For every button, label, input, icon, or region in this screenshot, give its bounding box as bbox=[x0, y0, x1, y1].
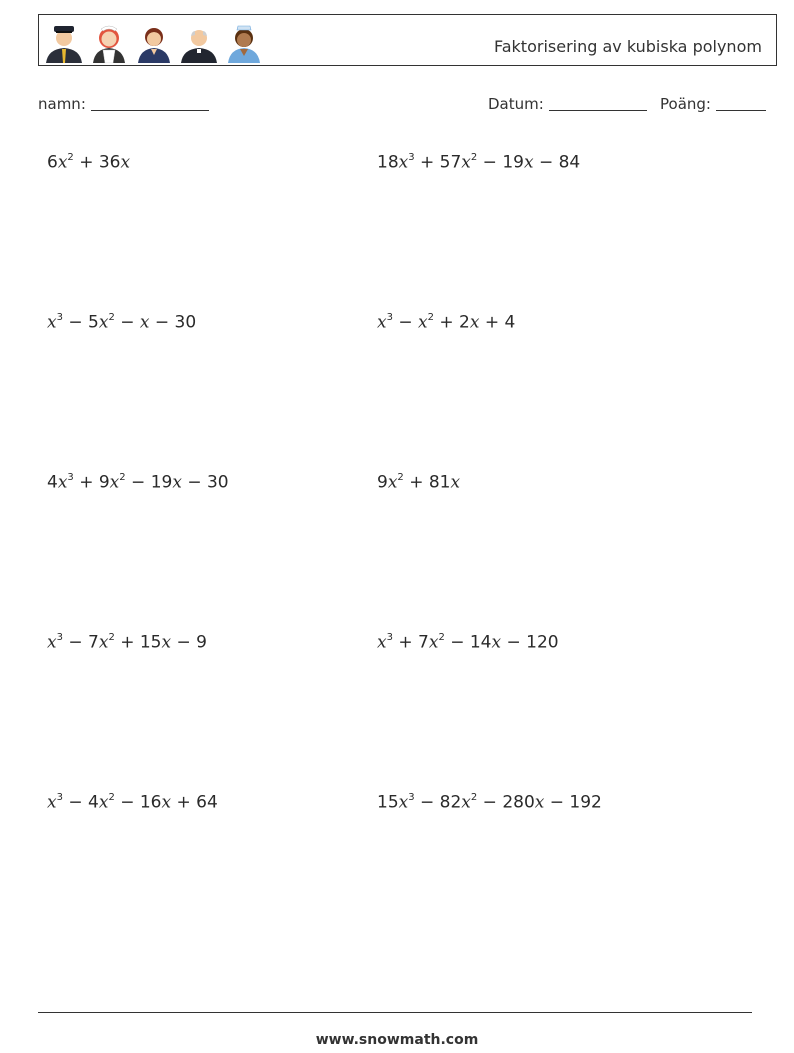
term-text: + 81 bbox=[403, 472, 451, 493]
name-field bbox=[38, 95, 209, 113]
exponent: 2 bbox=[427, 312, 434, 323]
exponent: 2 bbox=[119, 472, 126, 483]
variable: x bbox=[387, 472, 398, 493]
problem-6 bbox=[377, 474, 460, 492]
variable: x bbox=[461, 152, 471, 173]
priest-icon bbox=[179, 19, 219, 63]
term-text: + 2 bbox=[434, 312, 470, 333]
variable: x bbox=[120, 152, 131, 173]
variable: x bbox=[398, 152, 409, 173]
name-blank[interactable] bbox=[91, 96, 209, 111]
term-text: + 36 bbox=[73, 152, 121, 173]
term-text: − 84 bbox=[533, 152, 581, 173]
variable: x bbox=[98, 792, 109, 813]
score-field bbox=[660, 95, 766, 113]
variable: x bbox=[172, 472, 182, 493]
variable: x bbox=[428, 632, 439, 653]
problem-3 bbox=[47, 314, 196, 332]
term-text: − 19 bbox=[125, 472, 173, 493]
exponent: 2 bbox=[108, 312, 115, 323]
variable: x bbox=[469, 312, 480, 333]
exponent: 3 bbox=[56, 632, 63, 643]
term-text: + 7 bbox=[392, 632, 429, 653]
variable: x bbox=[109, 472, 120, 493]
variable: x bbox=[161, 632, 172, 653]
term-text: + 9 bbox=[73, 472, 110, 493]
variable: x bbox=[47, 312, 57, 333]
term-text: − 120 bbox=[501, 632, 559, 653]
exponent: 2 bbox=[470, 152, 478, 163]
footer-divider bbox=[38, 1012, 752, 1013]
footer-url[interactable]: www.snowmath.com bbox=[315, 1032, 479, 1048]
term-text: 18 bbox=[377, 152, 399, 173]
term-text: − bbox=[392, 312, 419, 333]
term-text: − 19 bbox=[477, 152, 524, 173]
problem-5 bbox=[47, 474, 229, 492]
date-label: Datum: bbox=[488, 95, 544, 113]
exponent: 2 bbox=[397, 472, 404, 483]
variable: x bbox=[57, 472, 68, 493]
variable: x bbox=[450, 472, 461, 493]
term-text: − 4 bbox=[62, 792, 99, 813]
term-text: − 16 bbox=[114, 792, 162, 813]
worksheet-title: Faktorisering av kubiska polynom bbox=[494, 37, 762, 56]
exponent: 2 bbox=[108, 792, 115, 803]
score-blank[interactable] bbox=[716, 96, 766, 111]
term-text: + 15 bbox=[114, 632, 162, 653]
exponent: 2 bbox=[108, 632, 115, 643]
term-text: − 30 bbox=[149, 312, 197, 333]
problem-9 bbox=[47, 794, 218, 812]
term-text: 6 bbox=[47, 152, 58, 173]
term-text: − 7 bbox=[62, 632, 99, 653]
worksheet-header bbox=[38, 14, 777, 66]
variable: x bbox=[98, 632, 109, 653]
woman-icon bbox=[134, 19, 174, 63]
term-text: − 5 bbox=[62, 312, 99, 333]
variable: x bbox=[461, 792, 471, 813]
exponent: 3 bbox=[408, 792, 415, 803]
score-label: Poäng: bbox=[660, 95, 711, 113]
term-text: − 82 bbox=[414, 792, 462, 813]
variable: x bbox=[98, 312, 109, 333]
variable: x bbox=[534, 792, 545, 813]
date-blank[interactable] bbox=[549, 96, 647, 111]
exponent: 3 bbox=[386, 632, 393, 643]
variable: x bbox=[47, 792, 57, 813]
problem-4 bbox=[377, 314, 515, 332]
term-text: + 57 bbox=[414, 152, 462, 173]
variable: x bbox=[377, 632, 387, 653]
term-text: − 14 bbox=[444, 632, 492, 653]
exponent: 3 bbox=[408, 152, 415, 163]
exponent: 3 bbox=[56, 312, 63, 323]
problem-1 bbox=[47, 154, 130, 172]
problem-7 bbox=[47, 634, 207, 652]
variable: x bbox=[47, 632, 57, 653]
variable: x bbox=[139, 312, 150, 333]
exponent: 3 bbox=[56, 792, 63, 803]
problem-8 bbox=[377, 634, 559, 652]
police-officer-icon bbox=[44, 19, 84, 63]
date-field bbox=[488, 95, 647, 113]
variable: x bbox=[491, 632, 502, 653]
variable: x bbox=[418, 312, 428, 333]
term-text: 15 bbox=[377, 792, 399, 813]
variable: x bbox=[398, 792, 409, 813]
problem-2 bbox=[377, 154, 580, 172]
term-text: − 30 bbox=[181, 472, 229, 493]
variable: x bbox=[161, 792, 172, 813]
term-text: − 192 bbox=[544, 792, 602, 813]
exponent: 2 bbox=[67, 152, 74, 163]
term-text: − 280 bbox=[477, 792, 535, 813]
problem-10 bbox=[377, 794, 602, 812]
nurse-icon bbox=[224, 19, 264, 63]
exponent: 3 bbox=[67, 472, 74, 483]
variable: x bbox=[523, 152, 534, 173]
maid-icon bbox=[89, 19, 129, 63]
term-text: 4 bbox=[47, 472, 58, 493]
term-text: − bbox=[114, 312, 140, 333]
exponent: 2 bbox=[470, 792, 478, 803]
exponent: 2 bbox=[438, 632, 445, 643]
variable: x bbox=[57, 152, 68, 173]
variable: x bbox=[377, 312, 387, 333]
term-text: 9 bbox=[377, 472, 388, 493]
term-text: − 9 bbox=[171, 632, 207, 653]
term-text: + 64 bbox=[171, 792, 218, 813]
name-label: namn: bbox=[38, 95, 86, 113]
term-text: + 4 bbox=[479, 312, 516, 333]
exponent: 3 bbox=[386, 312, 393, 323]
